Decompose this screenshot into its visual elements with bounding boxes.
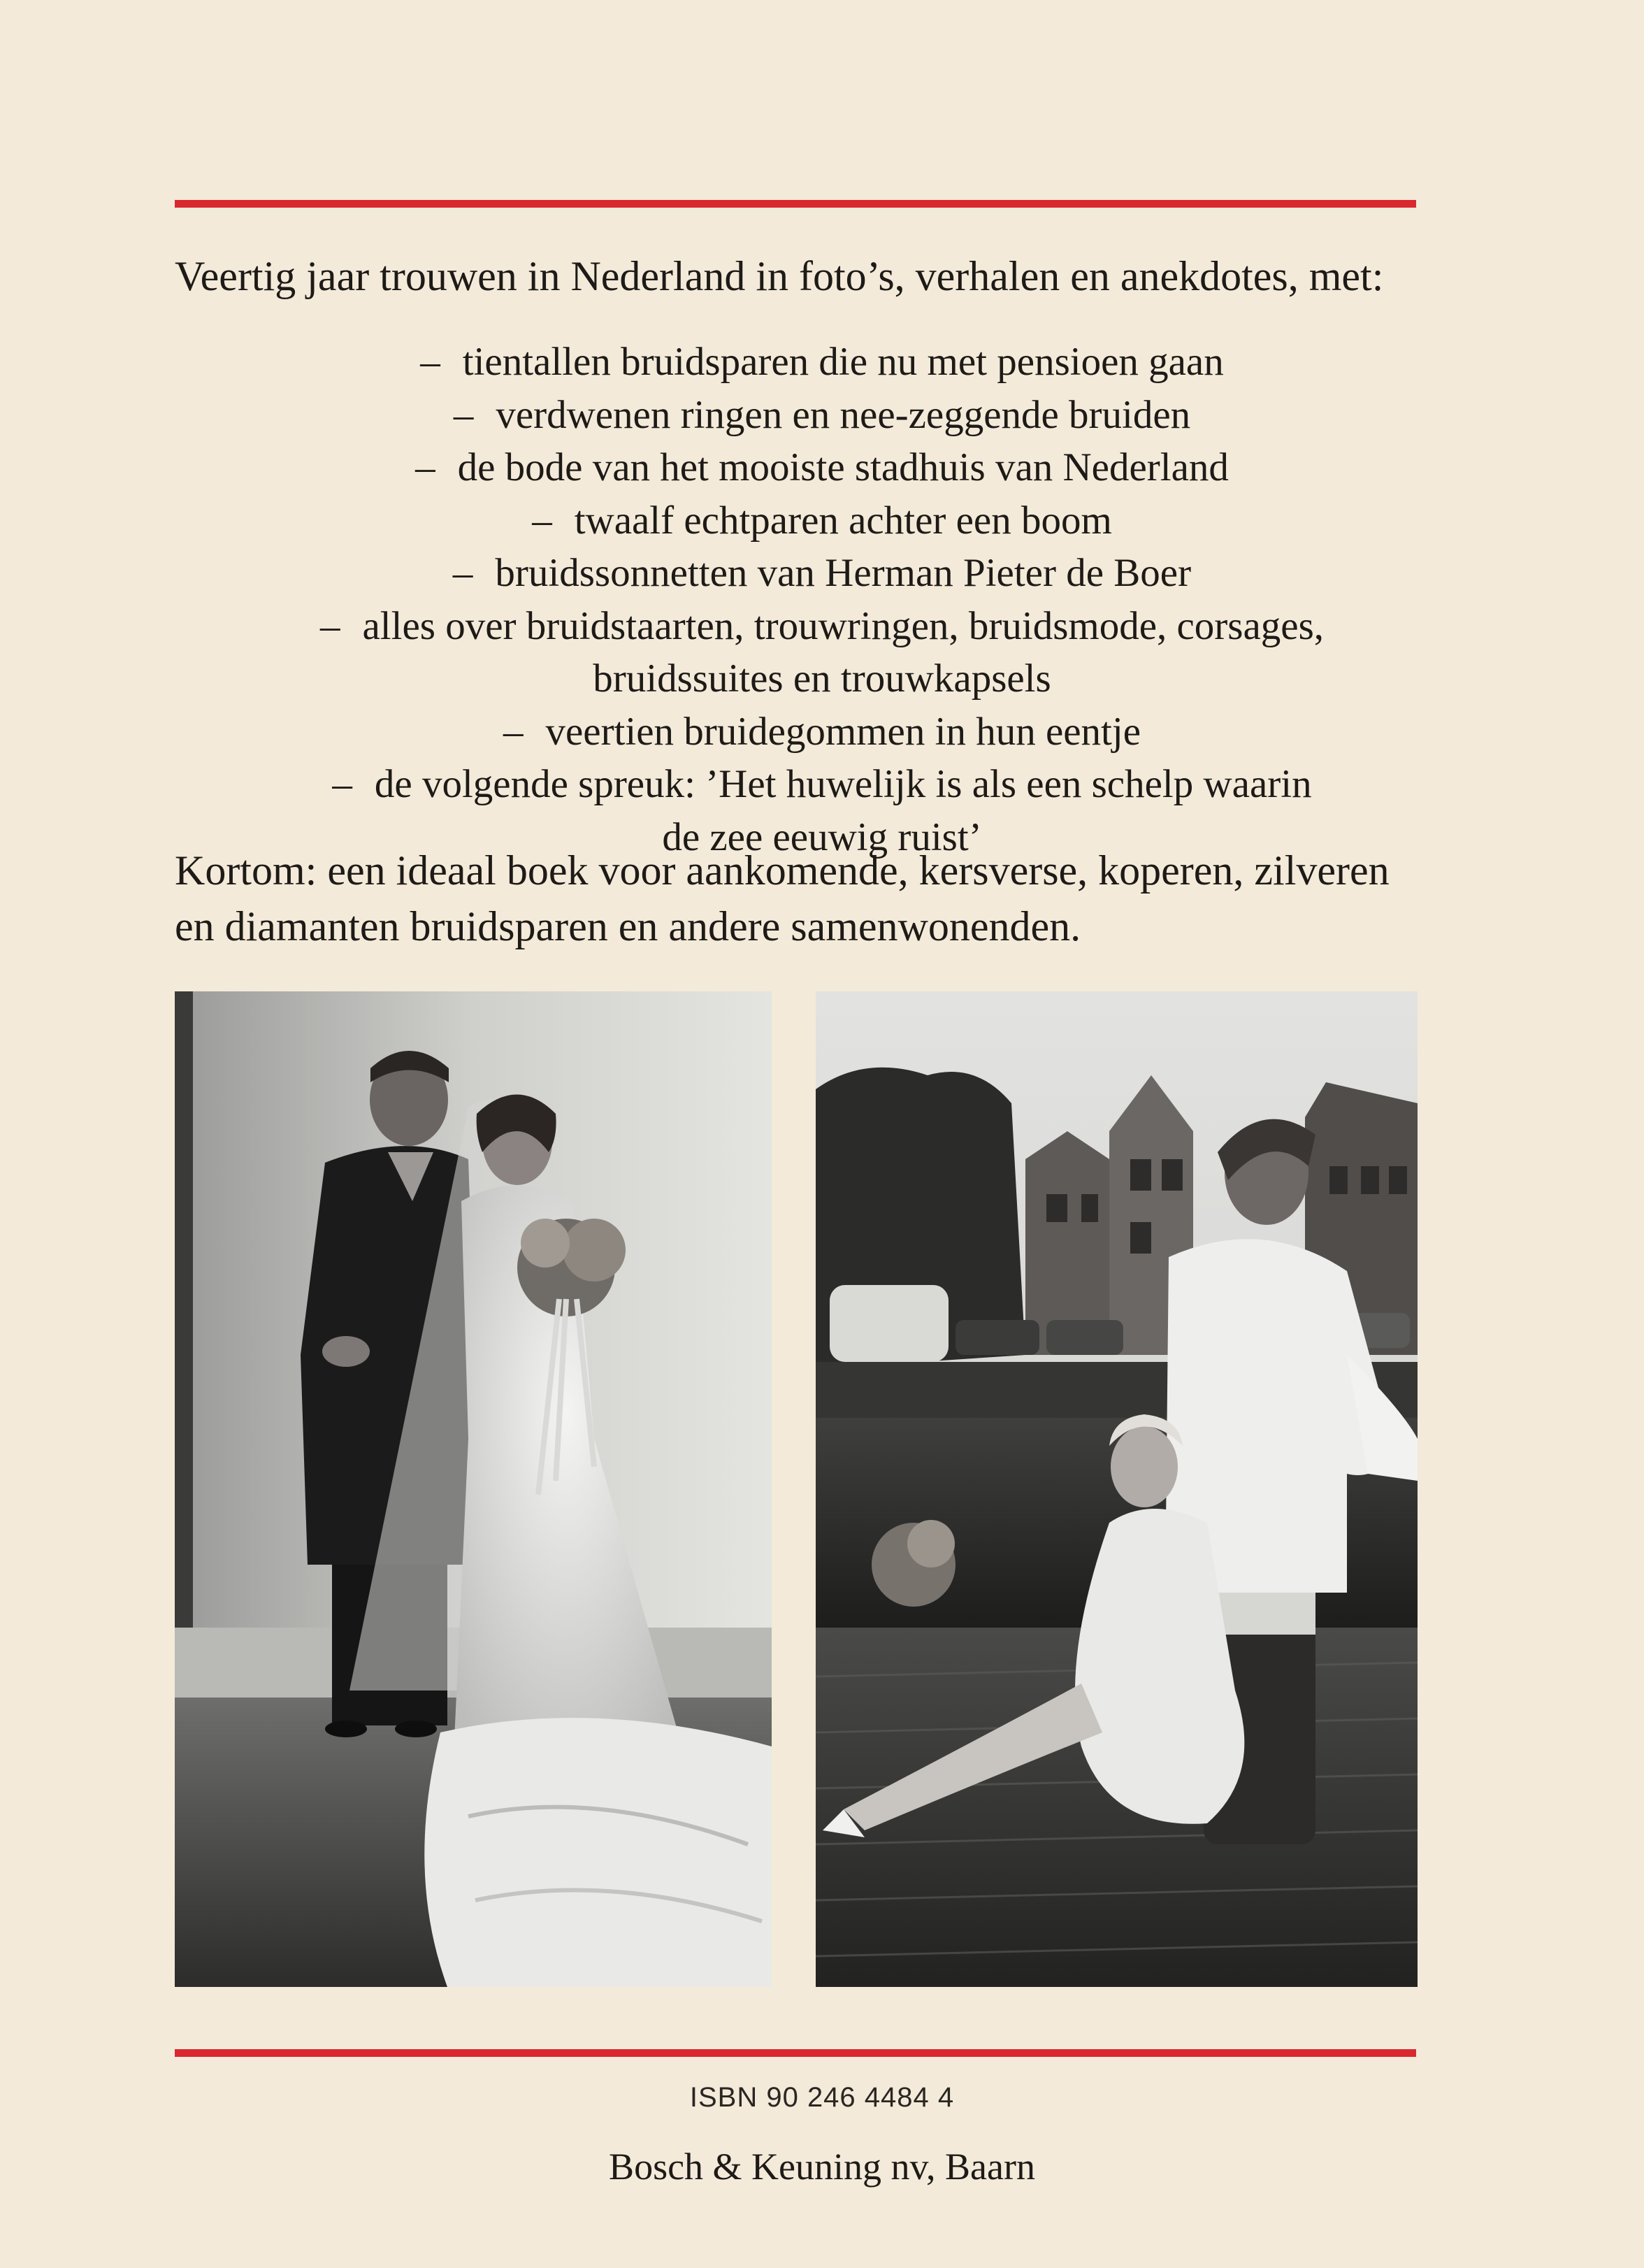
list-dash: – [332, 762, 352, 806]
list-item-text: de bode van het mooiste stadhuis van Nederland [457, 445, 1229, 489]
list-item [0, 600, 1644, 653]
list-item [0, 494, 1644, 547]
publisher-name: Bosch & Keuning nv, Baarn [609, 2146, 1035, 2188]
list-item-text: tientallen bruidsparen die nu met pensioen gaan [462, 340, 1224, 384]
wedding-portrait-photo [175, 991, 772, 1987]
top-red-rule [175, 200, 1416, 208]
canal-couple-illustration [816, 991, 1418, 1987]
list-item-text: de zee eeuwig ruist’ [662, 814, 982, 859]
list-item [0, 336, 1644, 389]
list-dash: – [503, 709, 524, 754]
list-item [0, 389, 1644, 442]
list-item-text: alles over bruidstaarten, trouwringen, bruidsmode, corsages, [362, 603, 1324, 648]
list-dash: – [415, 445, 435, 489]
feature-list [0, 336, 1644, 863]
list-item-text: verdwenen ringen en nee-zeggende bruiden [496, 392, 1191, 437]
list-dash: – [452, 551, 473, 595]
list-dash: – [319, 603, 340, 648]
list-item [0, 441, 1644, 494]
closing-line: Kortom: een ideaal boek voor aankomende, kersverse, koperen, zilveren [175, 847, 1390, 893]
list-item-text: veertien bruidegommen in hun eentje [545, 709, 1141, 754]
closing-line: en diamanten bruidsparen en andere samenwonenden. [175, 903, 1081, 949]
list-item [0, 758, 1644, 811]
intro-text: Veertig jaar trouwen in Nederland in foto’s, verhalen en anekdotes, met: [175, 253, 1384, 299]
list-item-text: de volgende spreuk: ’Het huwelijk is als een schelp waarin [374, 762, 1312, 806]
list-item [0, 705, 1644, 759]
canal-couple-photo [816, 991, 1418, 1987]
list-dash: – [532, 498, 552, 543]
list-item-text: bruidssuites en trouwkapsels [593, 656, 1051, 701]
list-item-text: bruidssonnetten van Herman Pieter de Boer [495, 551, 1192, 595]
list-item-continuation [0, 652, 1644, 705]
list-dash: – [453, 392, 474, 437]
list-item-text: twaalf echtparen achter een boom [574, 498, 1112, 543]
closing-text [175, 842, 1433, 954]
wedding-portrait-illustration [175, 991, 772, 1987]
list-item [0, 547, 1644, 600]
bottom-red-rule [175, 2049, 1416, 2057]
list-dash: – [420, 340, 440, 384]
isbn-number: ISBN 90 246 4484 4 [689, 2082, 955, 2113]
